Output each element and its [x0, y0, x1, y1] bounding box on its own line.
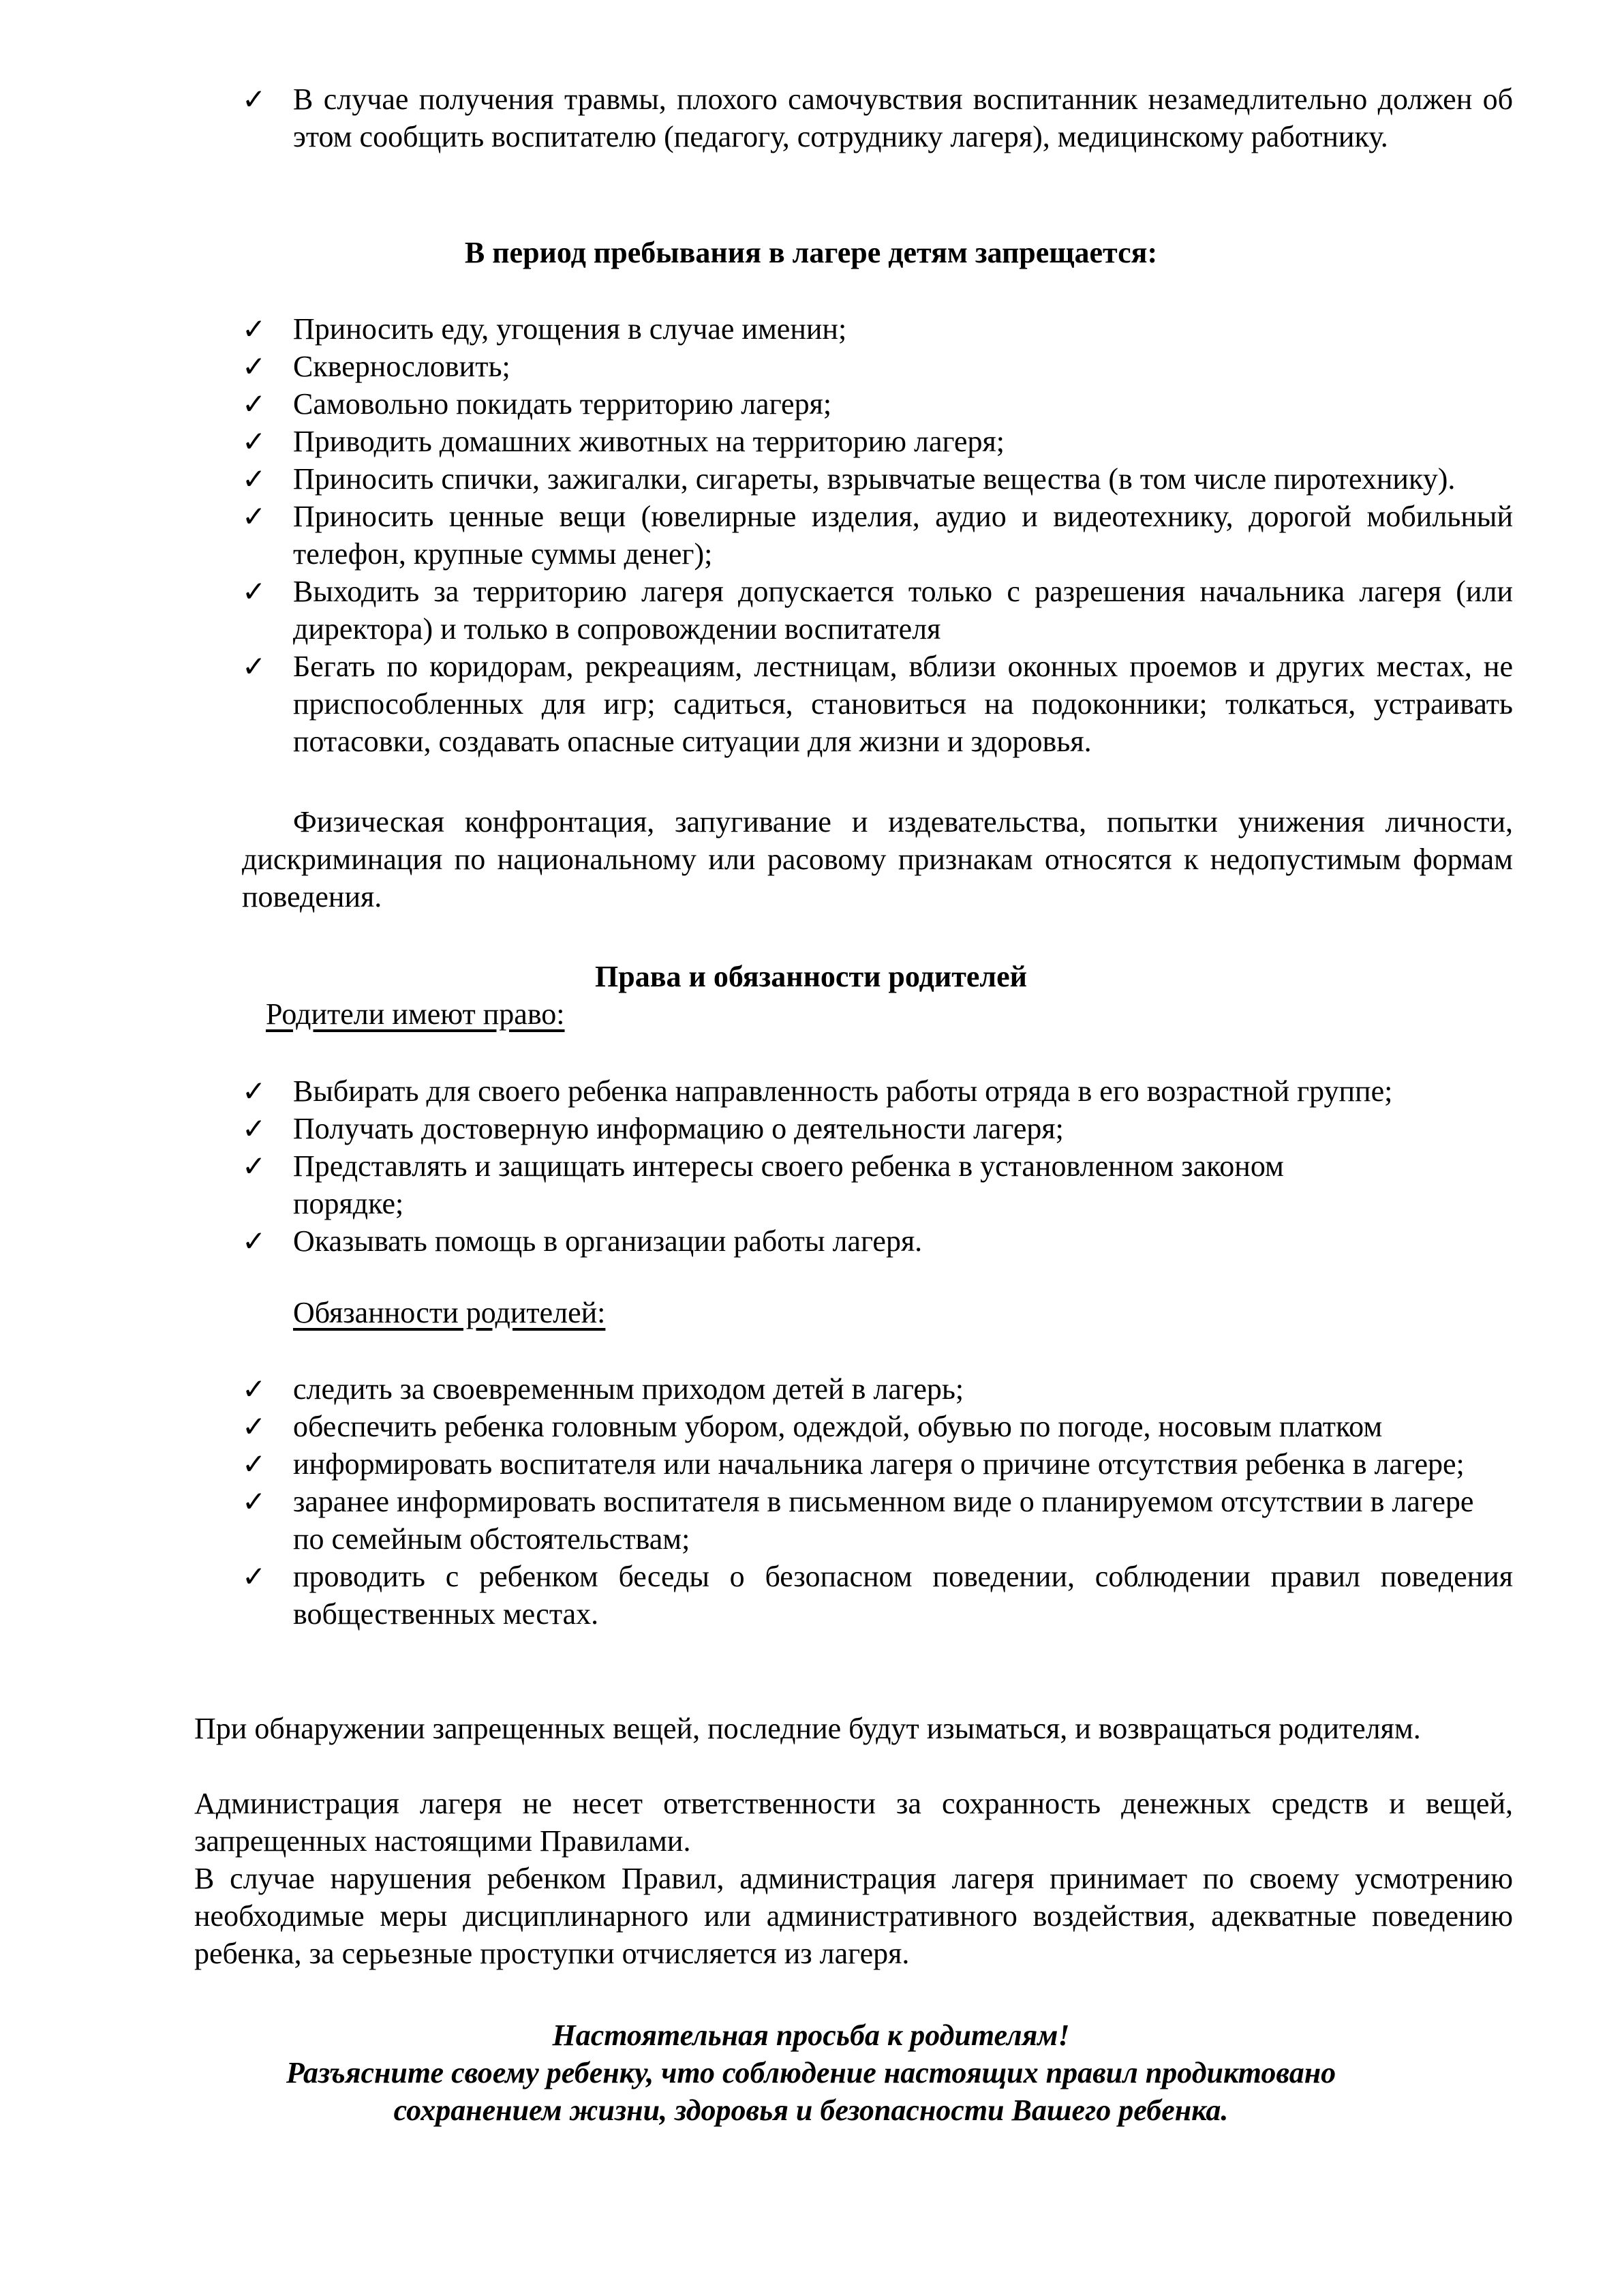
list-item	[242, 1222, 1513, 1260]
check-mark-icon: ✓	[242, 575, 266, 608]
list-item-text: информировать воспитателя или начальника лагеря о причине отсутствия ребенка в лагере;	[293, 1447, 1465, 1481]
prohibited-list	[242, 310, 1513, 760]
list-item	[242, 310, 1513, 348]
list-item	[242, 1370, 1513, 1408]
list-item	[242, 423, 1513, 460]
list-item	[242, 1147, 1513, 1222]
list-item	[242, 1558, 1513, 1633]
list-item-text: Бегать по коридорам, рекреациям, лестницам, вблизи оконных проемов и других местах, не приспособленных для игр; садиться, становиться на подоконники; толкаться, устраивать потасовки, создавать опасные ситуации для жизни и здоровья.	[293, 650, 1513, 758]
list-item-text: Приносить еду, угощения в случае именин;	[293, 312, 847, 346]
duties-subheading: Обязанности родителей:	[293, 1296, 606, 1329]
conduct-paragraph: Физическая конфронтация, запугивание и издевательства, попытки унижения личности, дискриминация по национальному или расовому признакам относятся к недопустимым формам поведения.	[242, 805, 1513, 913]
plea-line: Разъясните своему ребенку, что соблюдение настоящих правил продиктовано	[286, 2056, 1336, 2089]
list-item	[242, 1408, 1513, 1445]
closing-paragraph: Администрация лагеря не несет ответственности за сохранность денежных средств и вещей, запрещенных настоящими Правилами.	[194, 1787, 1513, 1858]
list-item-text: Оказывать помощь в организации работы лагеря.	[293, 1224, 923, 1258]
list-item-text: Выходить за территорию лагеря допускается только с разрешения начальника лагеря (или директора) и только в сопровождении воспитателя	[293, 575, 1513, 646]
intro-list	[242, 80, 1513, 155]
check-mark-icon: ✓	[242, 1410, 266, 1443]
check-mark-icon: ✓	[242, 425, 266, 458]
check-mark-icon: ✓	[242, 1485, 266, 1518]
closing-paragraph: В случае нарушения ребенком Правил, администрация лагеря принимает по своему усмотрению необходимые меры дисциплинарного или административного воздействия, адекватные поведению ребенка, за серьезные проступки отчисляется из лагеря.	[194, 1862, 1513, 1970]
check-mark-icon: ✓	[242, 1372, 266, 1406]
rights-subheading: Родители имеют право:	[266, 997, 565, 1031]
list-item-text: Получать достоверную информацию о деятельности лагеря;	[293, 1112, 1064, 1145]
check-mark-icon: ✓	[242, 1224, 266, 1258]
list-item	[242, 1072, 1513, 1110]
list-item-text: Самовольно покидать территорию лагеря;	[293, 387, 832, 421]
list-item-text: Выбирать для своего ребенка направленность работы отряда в его возрастной группе;	[293, 1074, 1393, 1108]
list-item	[242, 80, 1513, 155]
closing-paragraph: При обнаружении запрещенных вещей, последние будут изыматься, и возвращаться родителям.	[194, 1712, 1421, 1745]
check-mark-icon: ✓	[242, 1074, 266, 1108]
prohibited-heading: В период пребывания в лагере детям запрещается:	[464, 236, 1158, 269]
check-mark-icon: ✓	[242, 82, 266, 116]
list-item-text: Приносить спички, зажигалки, сигареты, взрывчатые вещества (в том числе пиротехнику).	[293, 462, 1456, 496]
check-mark-icon: ✓	[242, 500, 266, 533]
check-mark-icon: ✓	[242, 650, 266, 683]
list-item-text: Приводить домашних животных на территорию лагеря;	[293, 425, 1005, 458]
plea-line: Настоятельная просьба к родителям!	[552, 2019, 1070, 2052]
check-mark-icon: ✓	[242, 350, 266, 383]
list-item	[242, 460, 1513, 498]
list-item-text: обеспечить ребенка головным убором, одеждой, обувью по погоде, носовым платком	[293, 1410, 1383, 1443]
list-item	[242, 648, 1513, 760]
list-item	[242, 1445, 1513, 1483]
list-item	[242, 573, 1513, 648]
check-mark-icon: ✓	[242, 387, 266, 421]
list-item	[242, 498, 1513, 573]
list-item-text: следить за своевременным приходом детей в лагерь;	[293, 1372, 964, 1406]
plea-line: сохранением жизни, здоровья и безопасности Вашего ребенка.	[393, 2094, 1229, 2127]
check-mark-icon: ✓	[242, 1149, 266, 1183]
parents-heading: Права и обязанности родителей	[595, 960, 1027, 993]
list-item	[242, 1483, 1513, 1558]
check-mark-icon: ✓	[242, 312, 266, 346]
check-mark-icon: ✓	[242, 1447, 266, 1481]
rights-list	[242, 1072, 1513, 1260]
duties-list	[242, 1370, 1513, 1633]
check-mark-icon: ✓	[242, 462, 266, 496]
check-mark-icon: ✓	[242, 1560, 266, 1593]
list-item-text: Приносить ценные вещи (ювелирные изделия, аудио и видеотехнику, дорогой мобильный телефон, крупные суммы денег);	[293, 500, 1513, 571]
list-item-text: Представлять и защищать интересы своего ребенка в установленном законом порядке;	[293, 1149, 1284, 1220]
list-item	[242, 348, 1513, 385]
list-item	[242, 1110, 1513, 1147]
list-item-text: проводить с ребенком беседы о безопасном поведении, соблюдении правил поведения вобщественных местах.	[293, 1560, 1513, 1631]
list-item-text: заранее информировать воспитателя в письменном виде о планируемом отсутствии в лагере по семейным обстоятельствам;	[293, 1485, 1474, 1556]
list-item-text: Сквернословить;	[293, 350, 510, 383]
list-item-text: В случае получения травмы, плохого самочувствия воспитанник незамедлительно должен об этом сообщить воспитателю (педагогу, сотруднику лагеря), медицинскому работнику.	[293, 82, 1513, 153]
list-item	[242, 385, 1513, 423]
check-mark-icon: ✓	[242, 1112, 266, 1145]
